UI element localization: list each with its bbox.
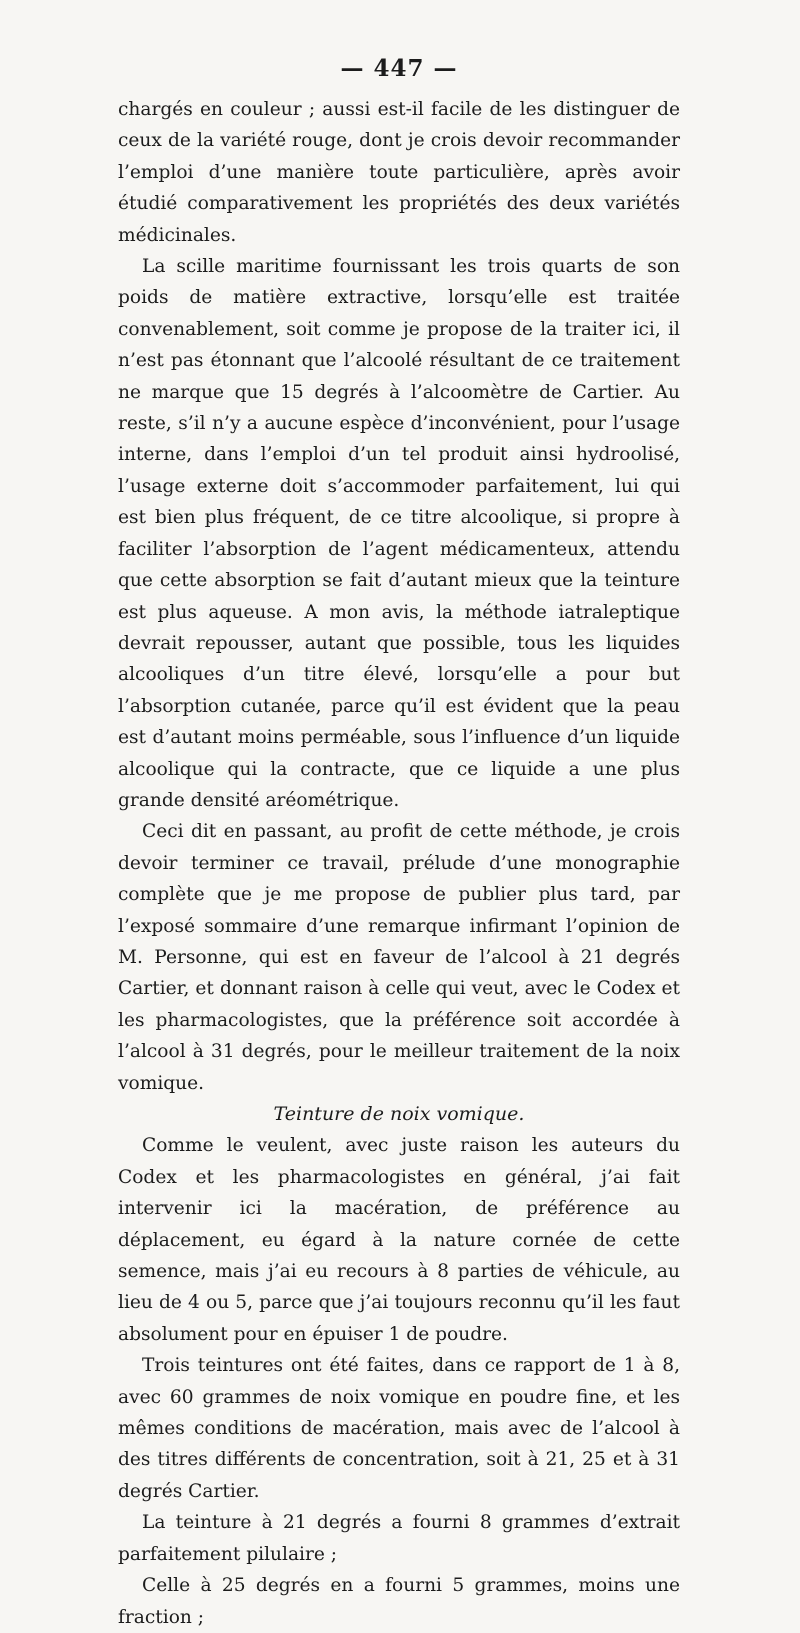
section-title: Teinture de noix vomique. (273, 1103, 525, 1125)
section-paragraph-3: La teinture à 21 degrés a fourni 8 grammes d’extrait parfaitement pilulaire ; (118, 1512, 680, 1565)
paragraph-2: La scille maritime fournissant les trois quarts de son poids de matière extractive, lorsqu’elle est traitée convenablement, soit comme je propose de la traiter ici, il n’est pas étonnant que l’alcoolé résultant de ce traitement ne marque que 15 degrés à l’alcoomètre de Cartier. Au reste, s’il n’y a aucune espèce d’inconvénient, pour l’usage interne, dans l’emploi d’un tel produit ainsi hydroolisé, l’usage externe doit s’accommoder parfaitement, lui qui est bien plus fréquent, de ce titre alcoolique, si propre à faciliter l’absorption de l’agent médicamenteux, attendu que cette absorption se fait d’autant mieux que la teinture est plus aqueuse. A mon avis, la méthode iatraleptique devrait repousser, autant que possible, tous les liquides alcooliques d’un titre élevé, lorsqu’elle a pour but l’absorption cutanée, parce qu’il est évident que la peau est d’autant moins perméable, sous l’influence d’un liquide alcoolique qui la contracte, que ce liquide a une plus grande densité aréométrique. (118, 256, 680, 811)
book-page (118, 52, 680, 1633)
paragraph-3: Ceci dit en passant, au profit de cette méthode, je crois devoir terminer ce travail, prélude d’une monographie complète que je me propose de publier plus tard, par l’exposé sommaire d’une remarque infirmant l’opinion de M. Personne, qui est en faveur de l’alcool à 21 degrés Cartier, et donnant raison à celle qui veut, avec le Codex et les pharmacologistes, que la préférence soit accordée à l’alcool à 31 degrés, pour le meilleur traitement de la noix vomique. (118, 821, 680, 1094)
section-paragraph-4: Celle à 25 degrés en a fourni 5 grammes, moins une fraction ; (118, 1575, 680, 1628)
paragraph-1: chargés en couleur ; aussi est-il facile de les distinguer de ceux de la variété rouge, dont je crois devoir recommander l’emploi d’une manière toute particulière, après avoir étudié comparativement les propriétés des deux variétés médicinales. (118, 99, 680, 246)
page-number: — 447 — (340, 55, 458, 82)
body-text (118, 94, 680, 1633)
section-paragraph-1: Comme le veulent, avec juste raison les auteurs du Codex et les pharmacologistes en général, j’ai fait intervenir ici la macération, de préférence au déplacement, eu égard à la nature cornée de cette semence, mais j’ai eu recours à 8 parties de véhicule, au lieu de 4 ou 5, parce que j’ai toujours reconnu qu’il les faut absolument pour en épuiser 1 de poudre. (118, 1135, 680, 1345)
section-paragraph-2: Trois teintures ont été faites, dans ce rapport de 1 à 8, avec 60 grammes de noix vomique en poudre fine, et les mêmes conditions de macération, mais avec de l’alcool à des titres différents de concentration, soit à 21, 25 et à 31 degrés Cartier. (118, 1355, 680, 1502)
